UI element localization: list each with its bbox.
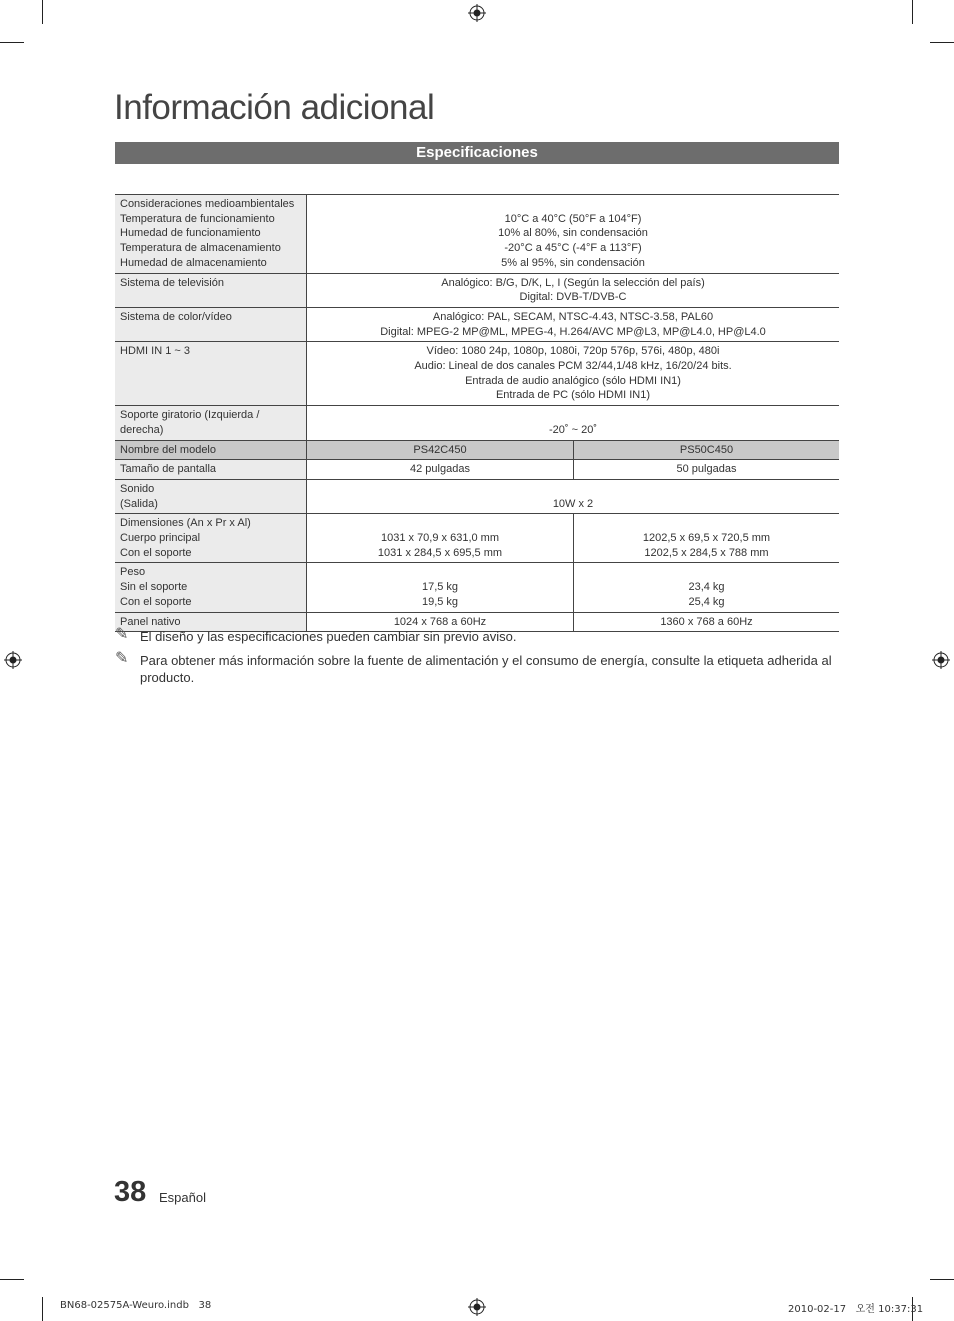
spec-value: -20˚ ~ 20˚: [307, 406, 840, 440]
crop-mark-top-right-v: [912, 0, 913, 24]
footer-file-info: BN68-02575A-Weuro.indb 38: [60, 1300, 212, 1311]
spec-label: Consideraciones medioambientales Temperatura de funcionamiento Humedad de funcionamiento Temperatura de almacenamiento Humedad de almacenamiento: [115, 195, 307, 274]
table-row: [115, 460, 839, 480]
crop-mark-bottom-left-h: [0, 1279, 24, 1280]
notes-list: [115, 628, 839, 693]
registration-mark-icon: [4, 651, 22, 669]
crop-mark-top-left-h: [0, 42, 24, 43]
spec-value: 17,5 kg 19,5 kg: [307, 563, 574, 612]
specifications-table: [115, 194, 839, 632]
spec-value: 1202,5 x 69,5 x 720,5 mm 1202,5 x 284,5 x 788 mm: [574, 514, 840, 563]
table-row: [115, 273, 839, 307]
spec-value: 10W x 2: [307, 479, 840, 513]
registration-mark-icon: [468, 4, 486, 22]
crop-mark-bottom-left-v: [42, 1297, 43, 1321]
footer-datetime: 2010-02-17 오전 10:37:31: [788, 1304, 924, 1315]
spec-label: Peso Sin el soporte Con el soporte: [115, 563, 307, 612]
table-row: [115, 195, 839, 274]
spec-value: 50 pulgadas: [574, 460, 840, 480]
note-text: El diseño y las especificaciones pueden cambiar sin previo aviso.: [140, 629, 517, 644]
page-number: 38: [114, 1176, 147, 1208]
pencil-note-icon: ✎: [115, 650, 129, 667]
note-item: [115, 628, 839, 645]
registration-mark-icon: [468, 1298, 486, 1316]
spec-label: Sonido (Salida): [115, 479, 307, 513]
registration-mark-icon: [932, 651, 950, 669]
spec-value: Analógico: PAL, SECAM, NTSC-4.43, NTSC-3.58, PAL60 Digital: MPEG-2 MP@ML, MPEG-4, H.264/AVC MP@L3, MP@L4.0, HP@L4.0: [307, 307, 840, 341]
table-row: [115, 479, 839, 513]
spec-label: HDMI IN 1 ~ 3: [115, 342, 307, 406]
table-row: [115, 563, 839, 612]
spec-label: Dimensiones (An x Pr x Al) Cuerpo principal Con el soporte: [115, 514, 307, 563]
note-text: Para obtener más información sobre la fuente de alimentación y el consumo de energía, consulte la etiqueta adherida al producto.: [140, 653, 832, 685]
crop-mark-top-left-v: [42, 0, 43, 24]
spec-label: Sistema de televisión: [115, 273, 307, 307]
spec-label: Sistema de color/vídeo: [115, 307, 307, 341]
spec-value: Vídeo: 1080 24p, 1080p, 1080i, 720p 576p, 576i, 480p, 480i Audio: Lineal de dos canales PCM 32/44,1/48 kHz, 16/20/24 bits. Entrada de audio analógico (sólo HDMI IN1) Entrada de PC (sólo HDMI IN1): [307, 342, 840, 406]
spec-label: Nombre del modelo: [115, 440, 307, 460]
spec-value: 23,4 kg 25,4 kg: [574, 563, 840, 612]
page-language: Español: [159, 1190, 206, 1205]
table-row: [115, 342, 839, 406]
table-row: [115, 440, 839, 460]
spec-value: PS50C450: [574, 440, 840, 460]
note-item: [115, 652, 839, 686]
spec-label: Panel nativo: [115, 612, 307, 632]
spec-value: 10°C a 40°C (50°F a 104°F) 10% al 80%, sin condensación -20°C a 45°C (-4°F a 113°F) 5% al 95%, sin condensación: [307, 195, 840, 274]
spec-value: 1031 x 70,9 x 631,0 mm 1031 x 284,5 x 695,5 mm: [307, 514, 574, 563]
pencil-note-icon: ✎: [115, 626, 129, 643]
spec-value: PS42C450: [307, 440, 574, 460]
crop-mark-top-right-h: [930, 42, 954, 43]
spec-value: 42 pulgadas: [307, 460, 574, 480]
section-header: Especificaciones: [115, 142, 839, 164]
table-row: [115, 406, 839, 440]
spec-label: Tamaño de pantalla: [115, 460, 307, 480]
spec-label: Soporte giratorio (Izquierda / derecha): [115, 406, 307, 440]
table-row: [115, 514, 839, 563]
crop-mark-bottom-right-h: [930, 1279, 954, 1280]
spec-value: 1024 x 768 a 60Hz: [307, 612, 574, 632]
spec-value: 1360 x 768 a 60Hz: [574, 612, 840, 632]
page-title: Información adicional: [114, 88, 435, 127]
table-row: [115, 307, 839, 341]
spec-value: Analógico: B/G, D/K, L, I (Según la selección del país) Digital: DVB-T/DVB-C: [307, 273, 840, 307]
